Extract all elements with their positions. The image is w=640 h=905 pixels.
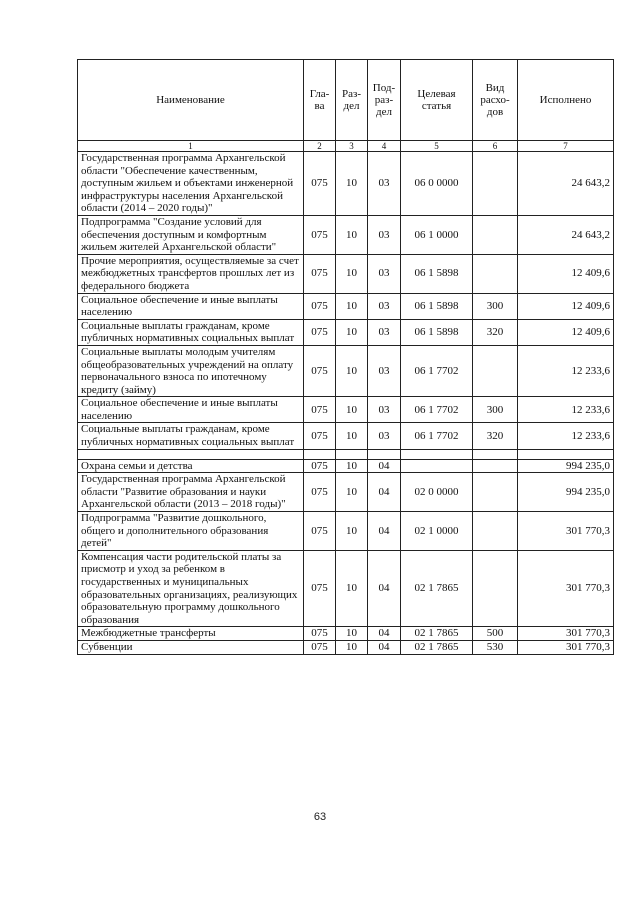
cell-subsection: 03 (368, 215, 401, 254)
cell-executed: 12 233,6 (518, 345, 614, 396)
table-row (78, 254, 614, 293)
cell-executed: 24 643,2 (518, 215, 614, 254)
table-row (78, 215, 614, 254)
cell-section: 10 (336, 152, 368, 216)
table-row (78, 512, 614, 551)
cell-target: 02 0 0000 (401, 473, 473, 512)
cell-chapter: 075 (304, 627, 336, 641)
table-row (78, 550, 614, 627)
cell-section: 10 (336, 293, 368, 319)
cell-name: Межбюджетные трансферты (78, 627, 304, 641)
cell-chapter: 075 (304, 319, 336, 345)
table-row (78, 397, 614, 423)
cell-name: Социальное обеспечение и иные выплаты населению (78, 397, 304, 423)
header-name: Наименование (78, 60, 304, 141)
cell-section: 10 (336, 215, 368, 254)
cell-subsection: 03 (368, 423, 401, 449)
cell-target: 06 1 5898 (401, 293, 473, 319)
table-row (78, 473, 614, 512)
cell-subsection (368, 449, 401, 459)
cell-name: Подпрограмма "Создание условий для обеспечения доступным и комфортным жильем жителей Архангельской области" (78, 215, 304, 254)
cell-executed: 12 409,6 (518, 254, 614, 293)
column-number: 3 (336, 141, 368, 152)
cell-executed: 301 770,3 (518, 512, 614, 551)
cell-executed: 301 770,3 (518, 627, 614, 641)
cell-subsection: 04 (368, 512, 401, 551)
cell-chapter: 075 (304, 293, 336, 319)
cell-target: 02 1 0000 (401, 512, 473, 551)
header-expense-type: Вид расхо- дов (473, 60, 518, 141)
cell-name: Социальные выплаты гражданам, кроме публичных нормативных социальных выплат (78, 423, 304, 449)
column-number-row (78, 141, 614, 152)
header-section: Раз- дел (336, 60, 368, 141)
cell-chapter: 075 (304, 254, 336, 293)
cell-section: 10 (336, 550, 368, 627)
cell-section: 10 (336, 640, 368, 654)
cell-subsection: 04 (368, 640, 401, 654)
cell-subsection: 04 (368, 459, 401, 473)
cell-expense-type: 500 (473, 627, 518, 641)
table-row (78, 627, 614, 641)
cell-executed: 12 409,6 (518, 319, 614, 345)
cell-target: 06 1 7702 (401, 345, 473, 396)
cell-name: Субвенции (78, 640, 304, 654)
cell-name: Социальные выплаты молодым учителям общеобразовательных учреждений на оплату первоначального взноса по ипотечному кредиту (займу) (78, 345, 304, 396)
header-subsection: Под- раз- дел (368, 60, 401, 141)
cell-expense-type: 300 (473, 293, 518, 319)
cell-target: 06 1 7702 (401, 397, 473, 423)
cell-section: 10 (336, 423, 368, 449)
cell-subsection: 04 (368, 473, 401, 512)
cell-section: 10 (336, 319, 368, 345)
header-chapter: Гла- ва (304, 60, 336, 141)
cell-executed: 12 409,6 (518, 293, 614, 319)
cell-target: 06 1 5898 (401, 254, 473, 293)
cell-chapter: 075 (304, 640, 336, 654)
cell-subsection: 03 (368, 319, 401, 345)
table-row (78, 345, 614, 396)
cell-executed: 994 235,0 (518, 473, 614, 512)
cell-chapter: 075 (304, 550, 336, 627)
cell-target: 06 1 0000 (401, 215, 473, 254)
cell-chapter: 075 (304, 512, 336, 551)
cell-section: 10 (336, 254, 368, 293)
table-row (78, 319, 614, 345)
column-number: 5 (401, 141, 473, 152)
cell-target (401, 459, 473, 473)
cell-subsection: 04 (368, 627, 401, 641)
cell-section (336, 449, 368, 459)
cell-target: 06 0 0000 (401, 152, 473, 216)
cell-expense-type: 300 (473, 397, 518, 423)
cell-subsection: 03 (368, 293, 401, 319)
cell-expense-type (473, 152, 518, 216)
cell-section: 10 (336, 473, 368, 512)
cell-expense-type (473, 459, 518, 473)
cell-chapter: 075 (304, 215, 336, 254)
column-number: 7 (518, 141, 614, 152)
table-row (78, 459, 614, 473)
cell-name: Социальные выплаты гражданам, кроме публичных нормативных социальных выплат (78, 319, 304, 345)
cell-target: 02 1 7865 (401, 627, 473, 641)
cell-name: Социальное обеспечение и иные выплаты населению (78, 293, 304, 319)
cell-expense-type (473, 550, 518, 627)
cell-name: Государственная программа Архангельской области "Развитие образования и науки Архангельской области (2013 – 2018 годы)" (78, 473, 304, 512)
column-number: 4 (368, 141, 401, 152)
cell-section: 10 (336, 627, 368, 641)
table-row (78, 640, 614, 654)
column-number: 6 (473, 141, 518, 152)
column-number: 1 (78, 141, 304, 152)
cell-section: 10 (336, 397, 368, 423)
column-number: 2 (304, 141, 336, 152)
cell-chapter: 075 (304, 423, 336, 449)
cell-expense-type (473, 215, 518, 254)
cell-chapter: 075 (304, 345, 336, 396)
cell-subsection: 03 (368, 345, 401, 396)
cell-executed (518, 449, 614, 459)
cell-expense-type: 320 (473, 423, 518, 449)
cell-executed: 12 233,6 (518, 423, 614, 449)
header-target: Целевая статья (401, 60, 473, 141)
cell-expense-type (473, 345, 518, 396)
cell-name: Государственная программа Архангельской области "Обеспечение качественным, доступным жильем и объектами инженерной инфраструктуры населения Архангельской области (2014 – 2020 годы)" (78, 152, 304, 216)
cell-executed: 12 233,6 (518, 397, 614, 423)
cell-executed: 24 643,2 (518, 152, 614, 216)
cell-section: 10 (336, 345, 368, 396)
cell-target: 02 1 7865 (401, 640, 473, 654)
cell-expense-type: 320 (473, 319, 518, 345)
cell-executed: 994 235,0 (518, 459, 614, 473)
cell-chapter: 075 (304, 397, 336, 423)
cell-subsection: 03 (368, 152, 401, 216)
cell-section: 10 (336, 512, 368, 551)
cell-expense-type (473, 512, 518, 551)
budget-table (77, 59, 614, 655)
cell-name: Охрана семьи и детства (78, 459, 304, 473)
cell-expense-type: 530 (473, 640, 518, 654)
table-row (78, 293, 614, 319)
cell-subsection: 03 (368, 397, 401, 423)
cell-executed: 301 770,3 (518, 550, 614, 627)
table-row (78, 152, 614, 216)
cell-chapter: 075 (304, 152, 336, 216)
cell-name: Прочие мероприятия, осуществляемые за счет межбюджетных трансфертов прошлых лет из федерального бюджета (78, 254, 304, 293)
cell-name: Подпрограмма "Развитие дошкольного, общего и дополнительного образования детей" (78, 512, 304, 551)
cell-name (78, 449, 304, 459)
table-row (78, 449, 614, 459)
header-executed: Исполнено (518, 60, 614, 141)
page-number: 63 (313, 811, 327, 823)
cell-chapter: 075 (304, 459, 336, 473)
cell-target: 06 1 5898 (401, 319, 473, 345)
cell-expense-type (473, 254, 518, 293)
table-header-row (78, 60, 614, 141)
cell-target: 02 1 7865 (401, 550, 473, 627)
cell-expense-type (473, 449, 518, 459)
cell-executed: 301 770,3 (518, 640, 614, 654)
cell-target: 06 1 7702 (401, 423, 473, 449)
cell-section: 10 (336, 459, 368, 473)
cell-name: Компенсация части родительской платы за присмотр и уход за ребенком в государственных и муниципальных образовательных организациях, реализующих образовательную программу дошкольного образования (78, 550, 304, 627)
cell-chapter: 075 (304, 473, 336, 512)
cell-chapter (304, 449, 336, 459)
table-body (78, 152, 614, 655)
cell-expense-type (473, 473, 518, 512)
cell-subsection: 04 (368, 550, 401, 627)
table-row (78, 423, 614, 449)
cell-target (401, 449, 473, 459)
cell-subsection: 03 (368, 254, 401, 293)
